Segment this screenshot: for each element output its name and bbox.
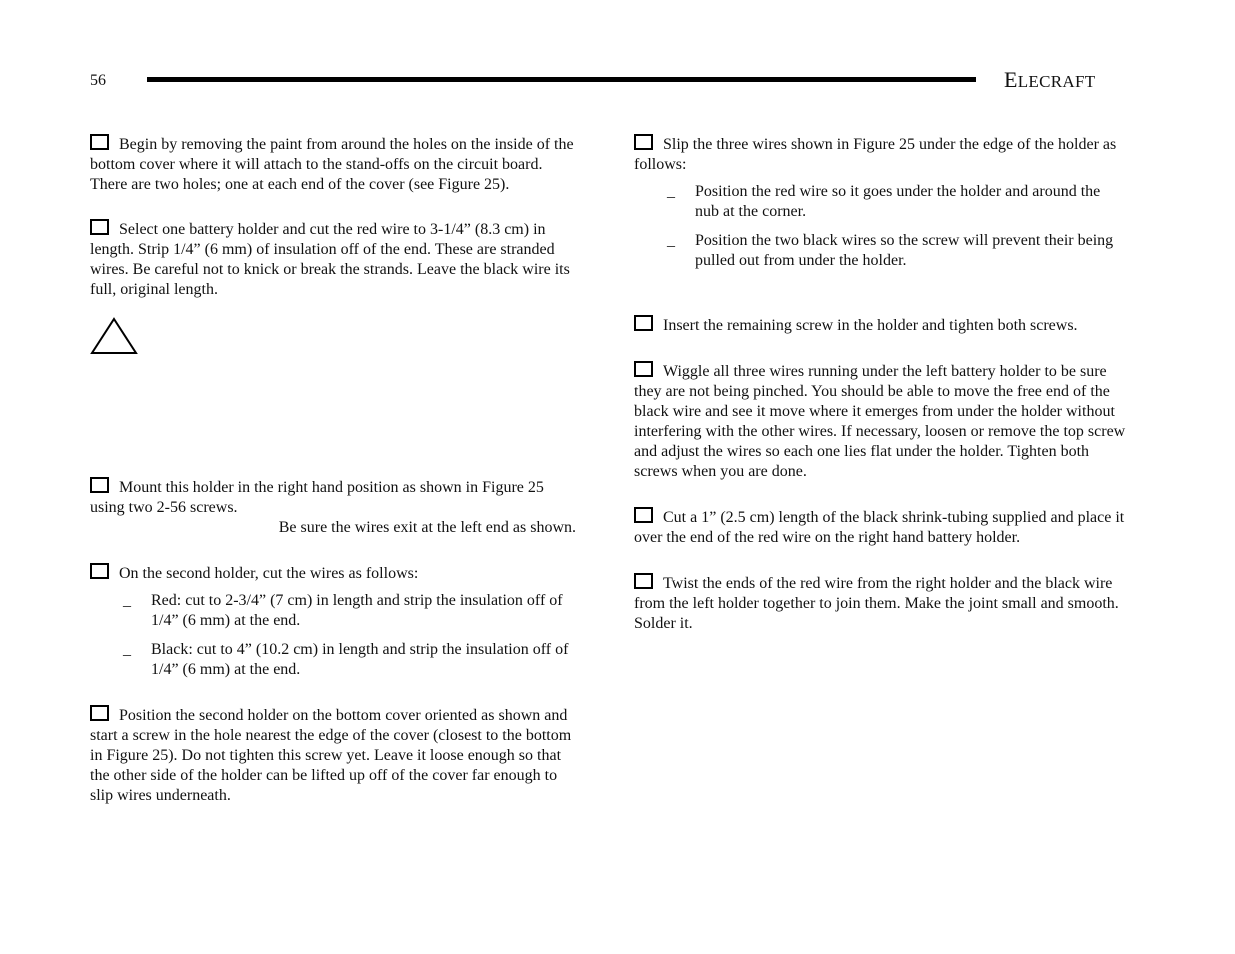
checkbox-icon[interactable] xyxy=(634,361,653,377)
step-wiggle-wires xyxy=(634,361,1126,482)
step-text: Begin by removing the paint from around the holes on the inside of the bottom cover where it will attach to the stand-offs on the circuit board. There are two holes; one at each end of the cover (see Figure 25). xyxy=(90,136,574,193)
brand-initial: E xyxy=(1004,67,1018,92)
list-item xyxy=(90,640,580,680)
step-text: Mount this holder in the right hand position as shown in Figure 25 using two 2-56 screws. xyxy=(90,479,544,516)
checkbox-icon[interactable] xyxy=(90,563,109,579)
left-column xyxy=(90,134,580,806)
step-note: Be sure the wires exit at the left end as shown. xyxy=(278,519,576,536)
bullet-text: Position the red wire so it goes under the holder and around the nub at the corner. xyxy=(695,183,1101,220)
step-text: Twist the ends of the red wire from the right holder and the black wire from the left holder together to join them. Make the joint small and smooth. Solder it. xyxy=(634,575,1119,632)
step-remove-paint xyxy=(90,134,580,195)
bullet-list xyxy=(90,591,580,680)
bullet-dash: _ xyxy=(123,641,131,658)
step-twist-solder xyxy=(634,573,1126,634)
checkbox-icon[interactable] xyxy=(634,507,653,523)
bullet-list xyxy=(634,182,1126,271)
bullet-dash: _ xyxy=(667,232,675,249)
step-text: Select one battery holder and cut the red wire to 3-1/4” (8.3 cm) in length. Strip 1/4” (6 mm) of insulation off of the end. These are stranded wires. Be careful not to knick or break the strands. Leave the black wire its full, original length. xyxy=(90,221,570,298)
bullet-text: Black: cut to 4” (10.2 cm) in length and strip the insulation off of 1/4” (6 mm) at the end. xyxy=(151,641,569,678)
list-item xyxy=(90,591,580,631)
checkbox-icon[interactable] xyxy=(90,705,109,721)
header-rule xyxy=(147,77,976,82)
brand-rest: LECRAFT xyxy=(1017,72,1096,91)
step-second-holder xyxy=(90,563,580,584)
checkbox-icon[interactable] xyxy=(90,134,109,150)
step-mount-holder xyxy=(90,477,580,538)
step-text: Insert the remaining screw in the holder and tighten both screws. xyxy=(663,317,1078,334)
step-text: Slip the three wires shown in Figure 25 under the edge of the holder as follows: xyxy=(634,136,1117,173)
bullet-dash: _ xyxy=(667,183,675,200)
checkbox-icon[interactable] xyxy=(634,134,653,150)
brand-logo xyxy=(1004,67,1095,93)
warning-triangle-icon xyxy=(90,317,138,355)
step-text: Position the second holder on the bottom cover oriented as shown and start a screw in the hole nearest the edge of the cover (closest to the bottom in Figure 25). Do not tighten this screw yet. Leave it loose enough so that the other side of the holder can be lifted up off of the cover far enough to slip wires underneath. xyxy=(90,707,572,804)
checkbox-icon[interactable] xyxy=(634,315,653,331)
bullet-text: Position the two black wires so the screw will prevent their being pulled out from under the holder. xyxy=(695,232,1114,269)
step-slip-wires xyxy=(634,134,1126,175)
page-number: 56 xyxy=(90,72,106,89)
list-item xyxy=(634,182,1126,222)
checkbox-icon[interactable] xyxy=(90,219,109,235)
checkbox-icon[interactable] xyxy=(90,477,109,493)
step-insert-screw xyxy=(634,315,1126,336)
right-column xyxy=(634,134,1126,634)
bullet-dash: _ xyxy=(123,592,131,609)
step-text: Cut a 1” (2.5 cm) length of the black shrink-tubing supplied and place it over the end of the red wire on the right hand battery holder. xyxy=(634,509,1125,546)
step-text: Wiggle all three wires running under the left battery holder to be sure they are not being pinched. You should be able to move the free end of the black wire and see it move where it emerges from under the holder without interfering with the other wires. If necessary, loosen or remove the top screw and adjust the wires so each one lies flat under the holder. Tighten both screws when you are done. xyxy=(634,363,1126,480)
step-shrink-tubing xyxy=(634,507,1126,548)
list-item xyxy=(634,231,1126,271)
step-position-second-holder xyxy=(90,705,580,806)
checkbox-icon[interactable] xyxy=(634,573,653,589)
step-cut-red-wire xyxy=(90,219,580,300)
step-text: On the second holder, cut the wires as follows: xyxy=(119,565,419,582)
bullet-text: Red: cut to 2-3/4” (7 cm) in length and strip the insulation off of 1/4” (6 mm) at the end. xyxy=(151,592,563,629)
